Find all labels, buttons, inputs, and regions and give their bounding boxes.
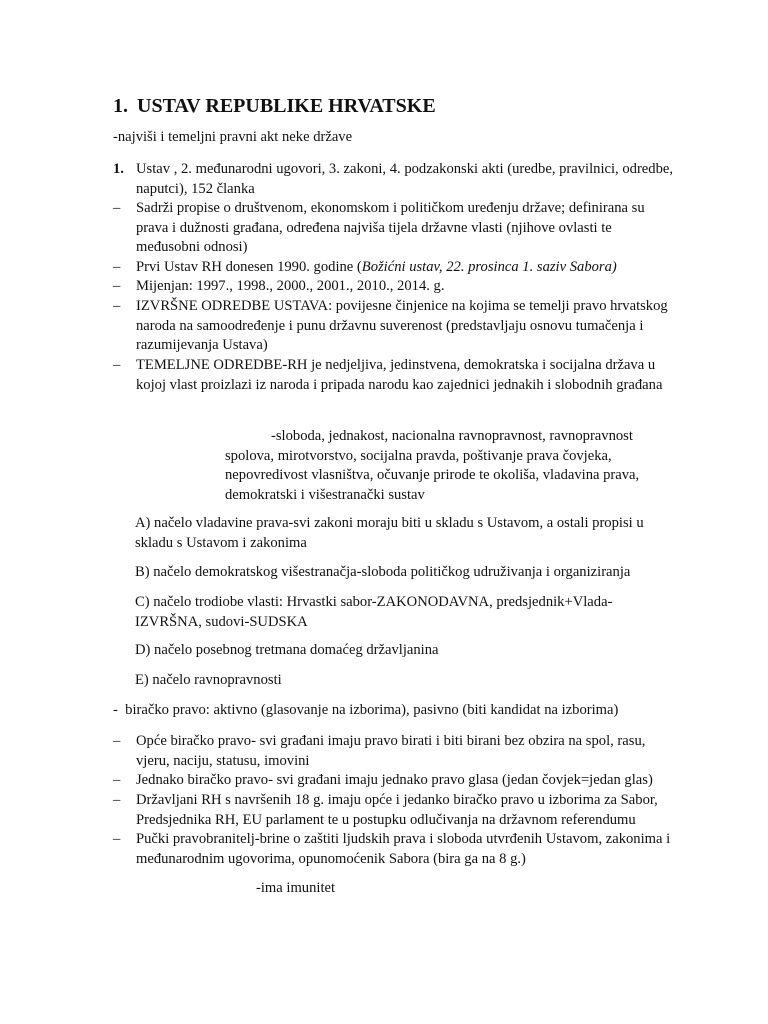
list-item-text: TEMELJNE ODREDBE-RH je nedjeljiva, jedinstvena, demokratska i socijalna država u kojoj vlast proizlazi iz naroda i pripada narodu kao zajednici jednakih i slobodnih građana bbox=[136, 357, 663, 393]
list-item bbox=[113, 160, 673, 199]
list-item bbox=[113, 199, 673, 258]
list-item-text: Mijenjan: 1997., 1998., 2000., 2001., 2010., 2014. g. bbox=[136, 278, 445, 294]
list-marker: – bbox=[113, 733, 121, 749]
title-number: 1. bbox=[113, 95, 128, 117]
list-item bbox=[113, 277, 673, 297]
list-item bbox=[113, 732, 673, 771]
list-marker: – bbox=[113, 772, 121, 788]
suffrage-line bbox=[113, 701, 618, 721]
list-marker: – bbox=[113, 298, 121, 314]
principle-c: C) načelo trodiobe vlasti: Hrvastki sabor-ZAKONODAVNA, predsjednik+Vlada-IZVRŠNA, sudovi-SUDSKA bbox=[135, 594, 613, 630]
list-item-text-plain: Prvi Ustav RH donesen 1990. godine ( bbox=[136, 259, 362, 275]
list-item-text: Pučki pravobranitelj-brine o zaštiti ljudskih prava i sloboda utvrđenih Ustavom, zakonima i međunarodnim ugovorima, opunomoćenik Sabora (bira ga na 8 g.) bbox=[136, 831, 671, 867]
list-item-text: Sadrži propise o društvenom, ekonomskom i političkom uređenju države; definirana su prava i dužnosti građana, određena najviša tijela državne vlasti (njihove ovlasti te međusobni odnosi) bbox=[136, 200, 645, 255]
principle-a: A) načelo vladavine prava-svi zakoni moraju biti u skladu s Ustavom, a ostali propisi u skladu s Ustavom i zakonima bbox=[135, 515, 644, 551]
list-marker: – bbox=[113, 792, 121, 808]
immunity-text: -ima imunitet bbox=[256, 880, 336, 896]
list-marker: – bbox=[113, 200, 121, 216]
list-item bbox=[113, 356, 673, 395]
principle-b: B) načelo demokratskog višestranačja-sloboda političkog udruživanja i organiziranja bbox=[135, 564, 631, 580]
list-item-text: Jednako biračko pravo- svi građani imaju jednako pravo glasa (jedan čovjek=jedan glas) bbox=[136, 772, 653, 788]
list-item bbox=[113, 791, 673, 830]
list-marker: – bbox=[113, 259, 121, 275]
list-item bbox=[113, 771, 673, 791]
values-text: -sloboda, jednakost, nacionalna ravnopravnost, ravnopravnost spolova, mirotvorstvo, socijalna pravda, poštivanje prava čovjeka, nepovredivost vlasništva, očuvanje prirode te okoliša, vladavina prava, demokratski i višestranački sustav bbox=[225, 428, 640, 503]
list-item-text: Opće biračko pravo- svi građani imaju pravo birati i biti birani bez obzira na spol, rasu, vjeru, naciju, statusu, imovini bbox=[136, 733, 646, 769]
intro-text: -najviši i temeljni pravni akt neke države bbox=[113, 129, 353, 145]
principle-d: D) načelo posebnog tretmana domaćeg državljanina bbox=[135, 642, 439, 658]
principle-e: E) načelo ravnopravnosti bbox=[135, 672, 282, 688]
title-text: USTAV REPUBLIKE HRVATSKE bbox=[137, 95, 436, 117]
list-item-text-italic: Božićni ustav, 22. prosinca 1. saziv Sabora) bbox=[361, 259, 617, 275]
list-item bbox=[113, 830, 673, 869]
list-marker: – bbox=[113, 357, 121, 373]
suffrage-text: biračko pravo: aktivno (glasovanje na izborima), pasivno (biti kandidat na izborima) bbox=[125, 702, 619, 718]
list-item-text bbox=[136, 258, 673, 278]
list-item-text: Ustav , 2. međunarodni ugovori, 3. zakoni, 4. podzakonski akti (uredbe, pravilnici, odredbe, naputci), 152 članka bbox=[136, 161, 673, 197]
list-item-text: IZVRŠNE ODREDBE USTAVA: povijesne činjenice na kojima se temelji pravo hrvatskog naroda na samoodređenje i punu državnu suverenost (predstavljaju osnovu tumačenja i razumijevanja Ustava) bbox=[136, 298, 668, 353]
document-title bbox=[113, 93, 436, 119]
list-marker: – bbox=[113, 278, 121, 294]
list-marker: – bbox=[113, 831, 121, 847]
list-item-text: Državljani RH s navršenih 18 g. imaju opće i jedanko biračko pravo u izborima za Sabor, Predsjednika RH, EU parlament te u postupku odlučivanja na državnom referendumu bbox=[136, 792, 658, 828]
suffrage-marker: - bbox=[113, 702, 118, 718]
list-item bbox=[113, 258, 673, 278]
list-marker: 1. bbox=[113, 161, 124, 177]
list-item bbox=[113, 297, 673, 356]
